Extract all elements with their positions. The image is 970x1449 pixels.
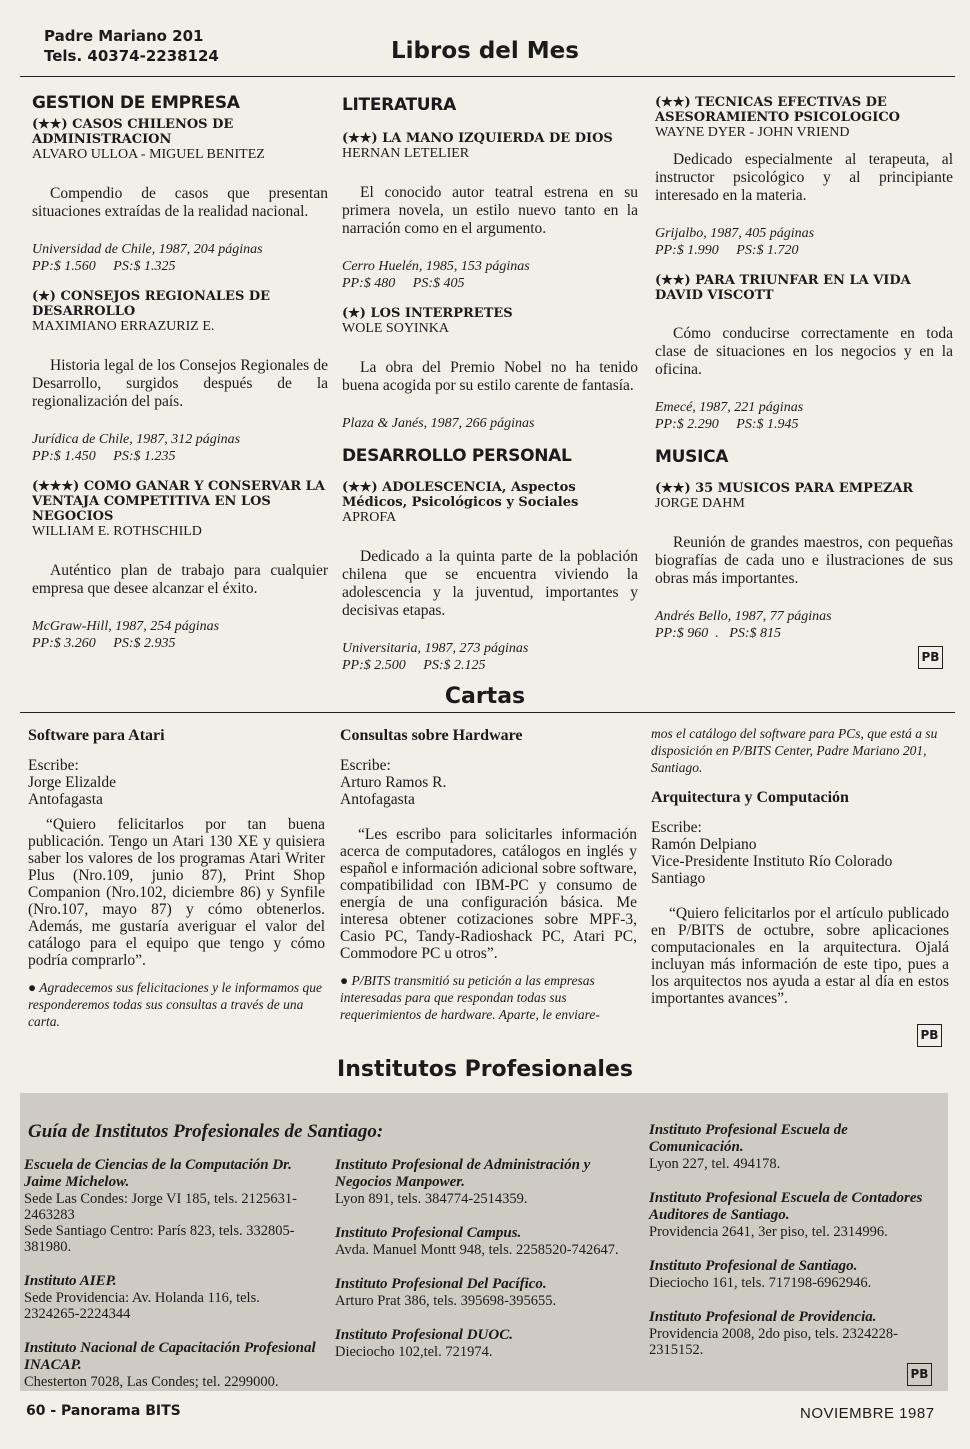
book-author: JORGE DAHM bbox=[655, 496, 745, 511]
book-description: Reunión de grandes maestros, con pequeñas biografías de cada uno e ilustraciones de sus obras más importantes. bbox=[655, 534, 953, 587]
book-publisher bbox=[655, 399, 953, 433]
instituto-entry bbox=[24, 1273, 316, 1322]
letter-writer-city: Santiago bbox=[651, 870, 706, 887]
book-publisher bbox=[32, 241, 328, 275]
letter-quote: “Quiero felicitarlos por tan buena publicación. Tengo un Atari 130 XE y quisiera saber los valores de los programas Atari Writer Plus (Nro.109, junio 87), Print Shop Companion (Nro.102, diciembre 86) y Synfile (Nro.107, mayo 87) y cómo obtenerlos. Además, me gustaría averiguar el valor del catálogo para el equipo que tengo y cómo podría comprarlo”. bbox=[28, 816, 325, 969]
pb-badge: PB bbox=[918, 646, 943, 669]
book-prices: PP:$ 1.450 PS:$ 1.235 bbox=[32, 449, 176, 464]
letter-writer-title: Vice-Presidente Instituto Río Colorado bbox=[651, 853, 893, 870]
book-publisher-line: Plaza & Janés, 1987, 266 páginas bbox=[342, 416, 535, 431]
bullet-icon: ● bbox=[340, 973, 349, 988]
book-author: HERNAN LETELIER bbox=[342, 146, 470, 161]
bullet-icon: ● bbox=[28, 980, 37, 995]
book-entry bbox=[32, 479, 328, 652]
book-entry bbox=[342, 131, 638, 292]
book-prices: PP:$ 480 PS:$ 405 bbox=[342, 276, 465, 291]
instituto-address: Sede Providencia: Av. Holanda 116, tels. 2324265-2224344 bbox=[24, 1290, 260, 1322]
book-author: MAXIMIANO ERRAZURIZ E. bbox=[32, 319, 215, 334]
book-entry bbox=[32, 289, 328, 465]
instituto-address: Chesterton 7028, Las Condes; tel. 2299000. bbox=[24, 1374, 279, 1390]
book-title: (★★★) COMO GANAR Y CONSERVAR LA VENTAJA COMPETITIVA EN LOS NEGOCIOS bbox=[32, 479, 325, 524]
instituto-entry bbox=[335, 1327, 631, 1360]
book-publisher-line: Emecé, 1987, 221 páginas bbox=[655, 400, 804, 415]
book-description: Dedicado a la quinta parte de la población chilena que se encuentra viviendo la adolescencia y la juventud, importantes y decisivas etapas. bbox=[342, 548, 638, 619]
section-desarrollo-personal: DESARROLLO PERSONAL bbox=[342, 446, 572, 466]
address-line: Padre Mariano 201 bbox=[44, 27, 204, 45]
cartas-column-3 bbox=[651, 725, 949, 1017]
section-institutos-title: Institutos Profesionales bbox=[337, 1057, 633, 1082]
book-prices: PP:$ 960 . PS:$ 815 bbox=[655, 626, 781, 641]
instituto-address: Sede Las Condes: Jorge VI 185, tels. 2125631-2463283 bbox=[24, 1191, 297, 1223]
section-gestion: GESTION DE EMPRESA bbox=[32, 93, 240, 113]
footer-date: NOVIEMBRE 1987 bbox=[800, 1405, 935, 1422]
instituto-address: Sede Santiago Centro: París 823, tels. 332805-381980. bbox=[24, 1223, 295, 1255]
book-publisher bbox=[342, 415, 638, 432]
book-description: El conocido autor teatral estrena en su primera novela, un estilo nuevo tanto en la narración como en el argumento. bbox=[342, 184, 638, 237]
section-cartas-title: Cartas bbox=[444, 684, 526, 709]
instituto-entry bbox=[649, 1190, 943, 1240]
letter-writer-name: Ramón Delpiano bbox=[651, 836, 757, 853]
book-description: Cómo conducirse correctamente en toda clase de situaciones en los negocios y en la oficina. bbox=[655, 325, 953, 378]
instituto-name: Escuela de Ciencias de la Computación Dr. Jaime Michelow. bbox=[24, 1157, 292, 1190]
book-publisher bbox=[32, 618, 328, 652]
instituto-name: Instituto Profesional Del Pacífico. bbox=[335, 1276, 547, 1292]
book-prices: PP:$ 2.290 PS:$ 1.945 bbox=[655, 417, 799, 432]
instituto-entry bbox=[335, 1276, 631, 1309]
cartas-column-1 bbox=[28, 726, 325, 1030]
letter-heading: Software para Atari bbox=[28, 727, 165, 744]
book-entry bbox=[342, 480, 638, 674]
letter-reply bbox=[340, 972, 637, 1023]
book-publisher-line: Andrés Bello, 1987, 77 páginas bbox=[655, 609, 832, 624]
instituto-address: Avda. Manuel Montt 948, tels. 2258520-742647. bbox=[335, 1242, 619, 1258]
letter-reply-text: P/BITS transmitió su petición a las empresas interesadas para que respondan todas sus requerimientos de hardware. Aparte, le enviare- bbox=[340, 973, 600, 1022]
instituto-name: Instituto Profesional de Santiago. bbox=[649, 1258, 858, 1274]
book-entry bbox=[655, 273, 953, 433]
book-publisher bbox=[655, 225, 953, 259]
instituto-name: Instituto AIEP. bbox=[24, 1273, 117, 1289]
institutos-column-2 bbox=[335, 1157, 631, 1378]
book-description: Compendio de casos que presentan situaciones extraídas de la realidad nacional. bbox=[32, 185, 328, 220]
letter-writer-city: Antofagasta bbox=[340, 791, 415, 808]
letter-quote: “Les escribo para solicitarles información acerca de computadores, catálogos en inglés y español e información adicional sobre software, compatibilidad con IBM-PC y consumo de energía de una configuración básica. Me interesa obtener cotizaciones sobre MPF-3, Casio PC, Tandy-Radioshack PC, Atari PC, Commodore PC u otros”. bbox=[340, 826, 637, 962]
letter-heading: Consultas sobre Hardware bbox=[340, 727, 523, 744]
instituto-name: Instituto Nacional de Capacitación Profesional INACAP. bbox=[24, 1340, 316, 1373]
instituto-entry bbox=[649, 1122, 943, 1172]
instituto-address: Dieciocho 161, tels. 717198-6962946. bbox=[649, 1275, 872, 1291]
page-title: Libros del Mes bbox=[391, 38, 579, 64]
books-column-1 bbox=[32, 93, 328, 666]
book-publisher-line: McGraw-Hill, 1987, 254 páginas bbox=[32, 619, 220, 634]
footer-page-number: 60 - Panorama BITS bbox=[26, 1403, 181, 1419]
instituto-entry bbox=[24, 1157, 316, 1255]
letter-writer: Escribe: bbox=[28, 757, 79, 774]
institutos-column-1 bbox=[24, 1157, 316, 1408]
instituto-entry bbox=[649, 1258, 943, 1291]
instituto-address: Providencia 2008, 2do piso, tels. 2324228-2315152. bbox=[649, 1326, 898, 1358]
instituto-entry bbox=[24, 1340, 316, 1390]
instituto-name: Instituto Profesional de Providencia. bbox=[649, 1309, 877, 1325]
book-entry bbox=[655, 481, 953, 642]
instituto-entry bbox=[335, 1225, 631, 1258]
section-musica: MUSICA bbox=[655, 447, 729, 467]
book-author: WILLIAM E. ROTHSCHILD bbox=[32, 524, 202, 539]
book-publisher bbox=[655, 608, 953, 642]
instituto-name: Instituto Profesional Escuela de Comunicación. bbox=[649, 1122, 848, 1155]
book-publisher-line: Cerro Huelén, 1985, 153 páginas bbox=[342, 259, 530, 274]
book-author: APROFA bbox=[342, 510, 397, 525]
book-title: (★★) CASOS CHILENOS DE ADMINISTRACION bbox=[32, 117, 234, 147]
instituto-entry bbox=[335, 1157, 631, 1207]
book-publisher bbox=[342, 640, 638, 674]
book-publisher bbox=[32, 431, 328, 465]
book-publisher-line: Universitaria, 1987, 273 páginas bbox=[342, 641, 529, 656]
letter-reply-continued: mos el catálogo del software para PCs, que está a su disposición en P/BITS Center, Padre Mariano 201, Santiago. bbox=[651, 726, 938, 775]
letter-quote: “Quiero felicitarlos por el artículo publicado en P/BITS de octubre, sobre aplicaciones computacionales en la arquitectura. Ojalá incluyan más información de este tipo, pues a los arquitectos nos ayuda a estar al día en estos importantes avances”. bbox=[651, 905, 949, 1007]
book-prices: PP:$ 1.990 PS:$ 1.720 bbox=[655, 243, 799, 258]
instituto-name: Instituto Profesional Campus. bbox=[335, 1225, 522, 1241]
books-column-3 bbox=[655, 95, 953, 656]
header-divider bbox=[20, 76, 955, 77]
book-title: (★) LOS INTERPRETES bbox=[342, 306, 513, 321]
instituto-name: Instituto Profesional DUOC. bbox=[335, 1327, 513, 1343]
phone-line: Tels. 40374-2238124 bbox=[44, 47, 219, 65]
letter-reply-text: Agradecemos sus felicitaciones y le informamos que responderemos todas sus consultas a través de una carta. bbox=[28, 980, 322, 1029]
books-column-2 bbox=[342, 95, 638, 688]
institutos-guide-heading: Guía de Institutos Profesionales de Santiago: bbox=[28, 1121, 384, 1142]
letter-writer-name: Arturo Ramos R. bbox=[340, 774, 447, 791]
letter-writer: Escribe: bbox=[340, 757, 391, 774]
instituto-entry bbox=[649, 1309, 943, 1358]
instituto-address: Lyon 227, tel. 494178. bbox=[649, 1156, 781, 1172]
book-description: Dedicado especialmente al terapeuta, al instructor psicológico y al principiante interesado en la materia. bbox=[655, 151, 953, 204]
book-title: (★★) 35 MUSICOS PARA EMPEZAR bbox=[655, 481, 914, 496]
instituto-name: Instituto Profesional Escuela de Contadores Auditores de Santiago. bbox=[649, 1190, 923, 1223]
book-description: Auténtico plan de trabajo para cualquier empresa que desee alcanzar el éxito. bbox=[32, 562, 328, 597]
cartas-column-2 bbox=[340, 726, 637, 1023]
book-description: La obra del Premio Nobel no ha tenido buena acogida por su estilo carente de fantasía. bbox=[342, 359, 638, 394]
letter-writer-name: Jorge Elizalde bbox=[28, 774, 116, 791]
book-publisher-line: Universidad de Chile, 1987, 204 páginas bbox=[32, 242, 263, 257]
book-prices: PP:$ 3.260 PS:$ 2.935 bbox=[32, 636, 176, 651]
book-prices: PP:$ 2.500 PS:$ 2.125 bbox=[342, 658, 486, 673]
letter-writer-city: Antofagasta bbox=[28, 791, 103, 808]
book-prices: PP:$ 1.560 PS:$ 1.325 bbox=[32, 259, 176, 274]
book-author: WOLE SOYINKA bbox=[342, 321, 449, 336]
section-literatura: LITERATURA bbox=[342, 95, 456, 115]
cartas-divider bbox=[20, 712, 955, 713]
book-publisher bbox=[342, 258, 638, 292]
book-publisher-line: Jurídica de Chile, 1987, 312 páginas bbox=[32, 432, 241, 447]
instituto-address: Lyon 891, tels. 384774-2514359. bbox=[335, 1191, 528, 1207]
letter-reply bbox=[28, 979, 325, 1030]
book-title: (★★) ADOLESCENCIA, Aspectos Médicos, Psicológicos y Sociales bbox=[342, 480, 579, 510]
pb-badge: PB bbox=[917, 1024, 942, 1047]
instituto-address: Dieciocho 102,tel. 721974. bbox=[335, 1344, 493, 1360]
letter-writer: Escribe: bbox=[651, 819, 702, 836]
book-title: (★★) PARA TRIUNFAR EN LA VIDA DAVID VISCOTT bbox=[655, 273, 911, 303]
book-publisher-line: Grijalbo, 1987, 405 páginas bbox=[655, 226, 815, 241]
instituto-address: Arturo Prat 386, tels. 395698-395655. bbox=[335, 1293, 557, 1309]
instituto-address: Providencia 2641, 3er piso, tel. 2314996. bbox=[649, 1224, 888, 1240]
book-title: (★★) TECNICAS EFECTIVAS DE ASESORAMIENTO PSICOLOGICO bbox=[655, 95, 901, 125]
book-author: ALVARO ULLOA - MIGUEL BENITEZ bbox=[32, 147, 265, 162]
book-description: Historia legal de los Consejos Regionales de Desarrollo, surgidos después de la regionalización del país. bbox=[32, 357, 328, 410]
institutos-column-3 bbox=[649, 1122, 943, 1376]
book-title: (★★) LA MANO IZQUIERDA DE DIOS bbox=[342, 131, 613, 146]
book-entry bbox=[342, 306, 638, 432]
letter-heading: Arquitectura y Computación bbox=[651, 789, 849, 806]
book-entry bbox=[655, 95, 953, 259]
book-entry bbox=[32, 117, 328, 275]
instituto-name: Instituto Profesional de Administración y Negocios Manpower. bbox=[335, 1157, 591, 1190]
pb-badge: PB bbox=[907, 1363, 932, 1386]
book-author: WAYNE DYER - JOHN VRIEND bbox=[655, 125, 850, 140]
book-title: (★) CONSEJOS REGIONALES DE DESARROLLO bbox=[32, 289, 271, 319]
